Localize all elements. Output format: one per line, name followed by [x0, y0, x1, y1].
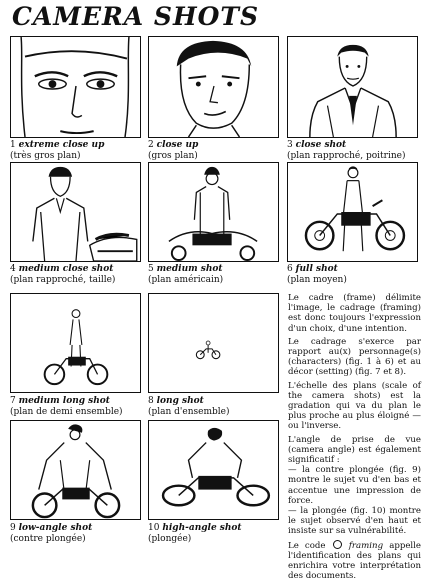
caption-7 [10, 396, 146, 417]
shot-number: 10 [148, 523, 160, 533]
panel-low-angle-shot [10, 420, 141, 520]
code-note-before: Le code [288, 540, 326, 551]
shot-number: 6 [287, 264, 293, 274]
shot-name: extreme close up [18, 140, 105, 150]
shot-name: close shot [295, 140, 347, 150]
panel-medium-close-shot [10, 162, 141, 262]
long-shot-drawing [149, 294, 278, 392]
caption-1 [10, 140, 146, 161]
shot-name: long shot [156, 396, 204, 406]
shot-name: low-angle shot [18, 523, 93, 533]
panel-long-shot [148, 293, 279, 393]
paragraph-frame: Le cadre (frame) délimite l'image, le cadrage (framing) est donc toujours l'expression d'un choix, d'une intention. [288, 293, 421, 334]
paragraph-framing: Le cadrage s'exerce par rapport au(x) personnage(s) (characters) (fig. 1 à 6) et au décor (setting) (fig. 7 et 8). [288, 336, 421, 378]
shot-french-name: (plan rapproché, poitrine) [287, 150, 406, 161]
caption-5 [148, 264, 284, 285]
shot-number: 3 [287, 140, 293, 150]
close-up-drawing [149, 37, 278, 137]
shot-name: full shot [295, 264, 338, 274]
code-note-word: framing [348, 540, 384, 551]
shot-french-name: (très gros plan) [10, 150, 81, 161]
shot-french-name: (plan rapproché, taille) [10, 274, 116, 285]
paragraph-angle: L'angle de prise de vue (camera angle) est également significatif : [288, 434, 421, 466]
shot-french-name: (plan américain) [148, 274, 224, 285]
caption-2 [148, 140, 284, 161]
low-angle-shot-drawing [11, 421, 140, 519]
caption-10 [148, 523, 284, 544]
close-shot-drawing [288, 37, 417, 137]
shot-name: close up [156, 140, 199, 150]
shot-number: 1 [10, 140, 16, 150]
shot-french-name: (plan de demi ensemble) [10, 406, 123, 417]
shot-number: 5 [148, 264, 154, 274]
medium-shot-drawing [149, 163, 278, 261]
paragraph-low-angle: — la contre plongée (fig. 9) montre le sujet vu d'en bas et accentue une impression de force. [288, 465, 421, 506]
shot-number: 7 [10, 396, 16, 406]
paragraph-high-angle: — la plongée (fig. 10) montre le sujet observé d'en haut et insiste sur sa vulnérabilité. [288, 506, 421, 537]
caption-3 [287, 140, 423, 161]
high-angle-shot-drawing [149, 421, 278, 519]
shot-number: 4 [10, 264, 16, 274]
panel-medium-shot [148, 162, 279, 262]
panel-full-shot [287, 162, 418, 262]
medium-long-shot-drawing [11, 294, 140, 392]
extreme-close-up-drawing [11, 37, 140, 137]
shot-name: medium shot [156, 264, 223, 274]
circle-icon [333, 540, 342, 549]
shot-french-name: (plan moyen) [287, 274, 347, 285]
panel-close-shot [287, 36, 418, 138]
caption-9 [10, 523, 146, 544]
shot-french-name: (plan d'ensemble) [148, 406, 230, 417]
panel-extreme-close-up [10, 36, 141, 138]
panel-close-up [148, 36, 279, 138]
caption-8 [148, 396, 284, 417]
caption-4 [10, 264, 146, 285]
paragraph-scale: L'échelle des plans (scale of the camera shots) est la gradation qui va du plan le plus proche au plus éloigné — ou l'inverse. [288, 380, 421, 432]
shot-name: medium long shot [18, 396, 110, 406]
medium-close-shot-drawing [11, 163, 140, 261]
shot-name: medium close shot [18, 264, 114, 274]
paragraph-code [288, 540, 421, 582]
shot-number: 2 [148, 140, 154, 150]
shot-french-name: (plongée) [148, 533, 192, 544]
page-title: CAMERA SHOTS [12, 2, 260, 31]
panel-high-angle-shot [148, 420, 279, 520]
panel-medium-long-shot [10, 293, 141, 393]
shot-number: 9 [10, 523, 16, 533]
caption-6 [287, 264, 423, 285]
shot-name: high-angle shot [162, 523, 242, 533]
shot-french-name: (gros plan) [148, 150, 198, 161]
shot-number: 8 [148, 396, 154, 406]
explanation-text [288, 293, 421, 584]
full-shot-drawing [288, 163, 417, 261]
shot-french-name: (contre plongée) [10, 533, 86, 544]
code-note-after: appelle l'identification des plans qui enrichira votre interprétation des documents. [288, 540, 422, 582]
